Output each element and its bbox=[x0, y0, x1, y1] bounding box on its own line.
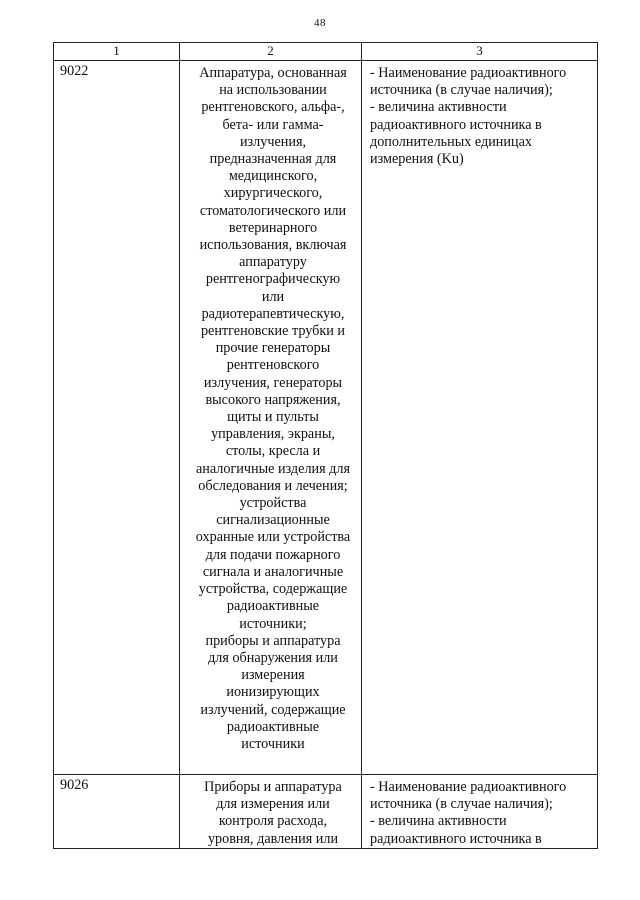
table-row bbox=[54, 775, 598, 849]
hs-code-cell: 9022 bbox=[54, 61, 180, 775]
header-row bbox=[54, 43, 598, 61]
hs-code-cell: 9026 bbox=[54, 775, 180, 849]
attribute-line: - величина активности bbox=[370, 99, 507, 116]
description-line: излучения, bbox=[239, 133, 307, 150]
description-line: предназначенная для bbox=[209, 151, 337, 168]
description-line: ветеринарного bbox=[228, 219, 318, 236]
description-line: рентгеновского bbox=[226, 357, 320, 374]
description-line: медицинского, bbox=[228, 168, 318, 185]
column-header-2: 2 bbox=[180, 43, 362, 61]
description-line: контроля расхода, bbox=[218, 813, 328, 830]
description-line: охранные или устройства bbox=[195, 529, 351, 546]
goods-description-cell bbox=[180, 61, 362, 775]
description-line: Аппаратура, основанная bbox=[199, 65, 347, 81]
description-line: обследования и лечения; bbox=[198, 477, 348, 494]
page-number: 48 bbox=[314, 17, 326, 29]
column-header-3: 3 bbox=[362, 43, 598, 61]
goods-description-cell bbox=[180, 775, 362, 849]
attributes-cell bbox=[362, 775, 598, 849]
description-line: источники; bbox=[239, 615, 307, 632]
description-line: радиотерапевтическую, bbox=[201, 305, 345, 322]
goods-table bbox=[53, 42, 598, 849]
description-line: щиты и пульты bbox=[227, 409, 319, 426]
description-line: рентгеновские трубки и bbox=[200, 323, 346, 340]
description-line: бета- или гамма- bbox=[222, 116, 324, 133]
description-line: стоматологического или bbox=[199, 202, 347, 219]
description-line: хирургического, bbox=[223, 185, 323, 202]
attribute-line: источника (в случае наличия); bbox=[370, 796, 553, 813]
description-line: приборы и аппаратура bbox=[205, 632, 341, 649]
attribute-line: - Наименование радиоактивного bbox=[370, 779, 567, 795]
attributes-cell bbox=[362, 61, 598, 775]
description-line: для подачи пожарного bbox=[205, 546, 341, 563]
attribute-line: - величина активности bbox=[370, 813, 507, 830]
description-line: измерения bbox=[241, 667, 305, 684]
description-line: для обнаружения или bbox=[208, 649, 338, 666]
description-line: прочие генераторы bbox=[215, 340, 331, 357]
description-line: ионизирующих bbox=[226, 684, 320, 701]
table-row bbox=[54, 61, 598, 775]
attribute-line: источника (в случае наличия); bbox=[370, 82, 553, 99]
description-line: сигнала и аналогичные bbox=[202, 563, 344, 580]
description-line: Приборы и аппаратура bbox=[204, 779, 342, 795]
attribute-line: радиоактивного источника в bbox=[370, 830, 542, 847]
description-line: излучений, содержащие bbox=[200, 701, 346, 718]
column-header-1: 1 bbox=[54, 43, 180, 61]
description-line: аппаратуру bbox=[239, 254, 307, 271]
description-line: радиоактивные bbox=[226, 598, 320, 615]
description-line: излучения, генераторы bbox=[203, 374, 343, 391]
attribute-line: - Наименование радиоактивного bbox=[370, 65, 567, 81]
description-line: или bbox=[261, 288, 285, 305]
description-line: устройства bbox=[239, 495, 307, 512]
description-line: устройства, содержащие bbox=[198, 581, 348, 598]
description-line: столы, кресла и bbox=[225, 443, 321, 460]
description-line: уровня, давления или bbox=[207, 830, 339, 847]
description-line: источники bbox=[241, 735, 305, 752]
description-line: радиоактивные bbox=[226, 718, 320, 735]
description-line: для измерения или bbox=[216, 796, 330, 813]
description-line: аналогичные изделия для bbox=[195, 460, 351, 477]
description-line: рентгеновского, альфа-, bbox=[201, 99, 345, 116]
attribute-line: радиоактивного источника в bbox=[370, 116, 542, 133]
description-line: сигнализационные bbox=[216, 512, 330, 529]
description-line: использования, включая bbox=[199, 237, 347, 254]
attribute-line: измерения (Ku) bbox=[370, 151, 464, 168]
description-line: на использовании bbox=[219, 82, 327, 99]
description-line: управления, экраны, bbox=[211, 426, 335, 443]
description-line: рентгенографическую bbox=[205, 271, 341, 288]
description-line: высокого напряжения, bbox=[205, 391, 341, 408]
attribute-line: дополнительных единицах bbox=[370, 133, 532, 150]
